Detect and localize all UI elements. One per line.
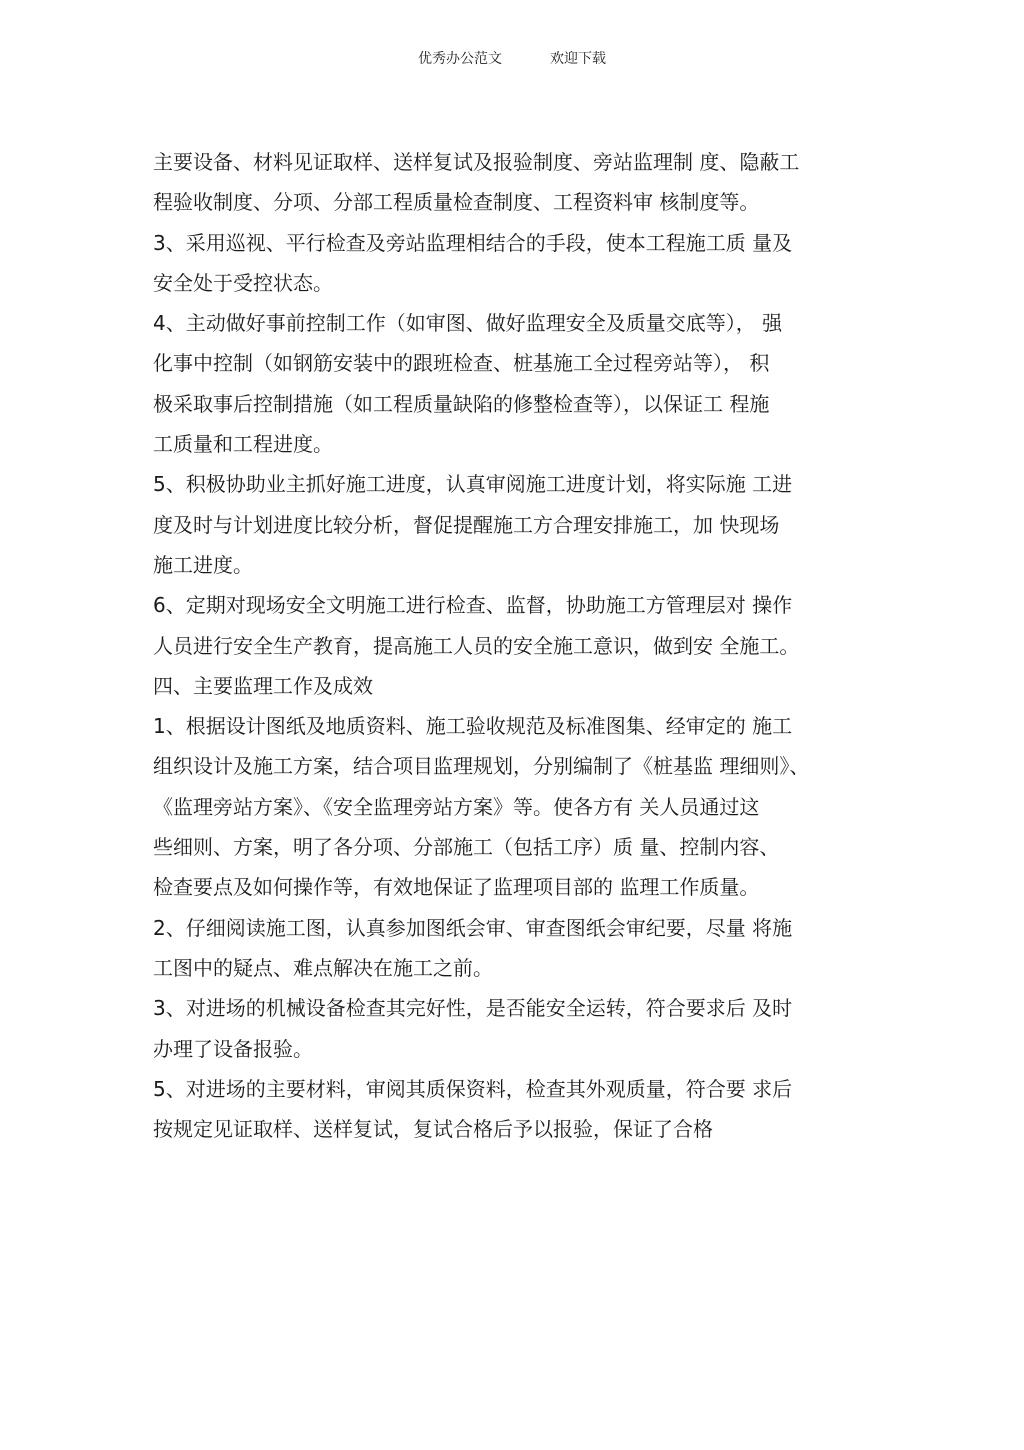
text-line: 组织设计及施工方案，结合项目监理规划，分别编制了《桩基监 理细则》、 [153,754,810,779]
text-line: 3、对进场的机械设备检查其完好性，是否能安全运转，符合要求后 及时 [153,996,793,1021]
page-header [0,48,1024,68]
text-line: 化事中控制（如钢筋安装中的跟班检查、桩基施工全过程旁站等）， 积 [153,351,770,376]
text-line: 5、对进场的主要材料，审阅其质保资料，检查其外观质量，符合要 求后 [153,1076,793,1101]
text-line: 程验收制度、分项、分部工程质量检查制度、工程资料审 核制度等。 [153,190,760,215]
section-heading: 四、主要监理工作及成效 [153,673,373,698]
text-line: 2、仔细阅读施工图，认真参加图纸会审、审查图纸会审纪要，尽量 将施 [153,915,793,940]
text-line: 按规定见证取样、送样复试，复试合格后予以报验，保证了合格 [153,1117,713,1142]
text-line: 极采取事后控制措施（如工程质量缺陷的修整检查等），以保证工 程施 [153,391,770,416]
text-line: 《监理旁站方案》、《安全监理旁站方案》等。使各方有 关人员通过这 [153,794,760,819]
text-line: 些细则、方案，明了各分项、分部施工（包括工序）质 量、控制内容、 [153,835,780,860]
text-line: 办理了设备报验。 [153,1036,313,1061]
text-line: 4、主动做好事前控制工作（如审图、做好监理安全及质量交底等）， 强 [153,311,783,336]
text-line: 度及时与计划进度比较分析，督促提醒施工方合理安排施工，加 快现场 [153,512,780,537]
text-line: 3、采用巡视、平行检查及旁站监理相结合的手段，使本工程施工质 量及 [153,230,793,255]
header-right-text: 欢迎下载 [550,51,606,67]
text-line: 工图中的疑点、难点解决在施工之前。 [153,955,493,980]
document-body [153,145,893,1152]
text-line: 安全处于受控状态。 [153,270,333,295]
text-line: 人员进行安全生产教育，提高施工人员的安全施工意识，做到安 全施工。 [153,633,800,658]
text-line: 1、根据设计图纸及地质资料、施工验收规范及标准图集、经审定的 施工 [153,714,793,739]
header-left-text: 优秀办公范文 [418,51,502,67]
text-line: 施工进度。 [153,552,253,577]
text-line: 6、定期对现场安全文明施工进行检查、监督，协助施工方管理层对 操作 [153,593,793,618]
text-line: 工质量和工程进度。 [153,432,333,457]
text-line: 主要设备、材料见证取样、送样复试及报验制度、旁站监理制 度、隐蔽工 [153,150,800,174]
text-line: 5、积极协助业主抓好施工进度，认真审阅施工进度计划，将实际施 工进 [153,472,793,497]
text-line: 检查要点及如何操作等，有效地保证了监理项目部的 监理工作质量。 [153,875,760,900]
